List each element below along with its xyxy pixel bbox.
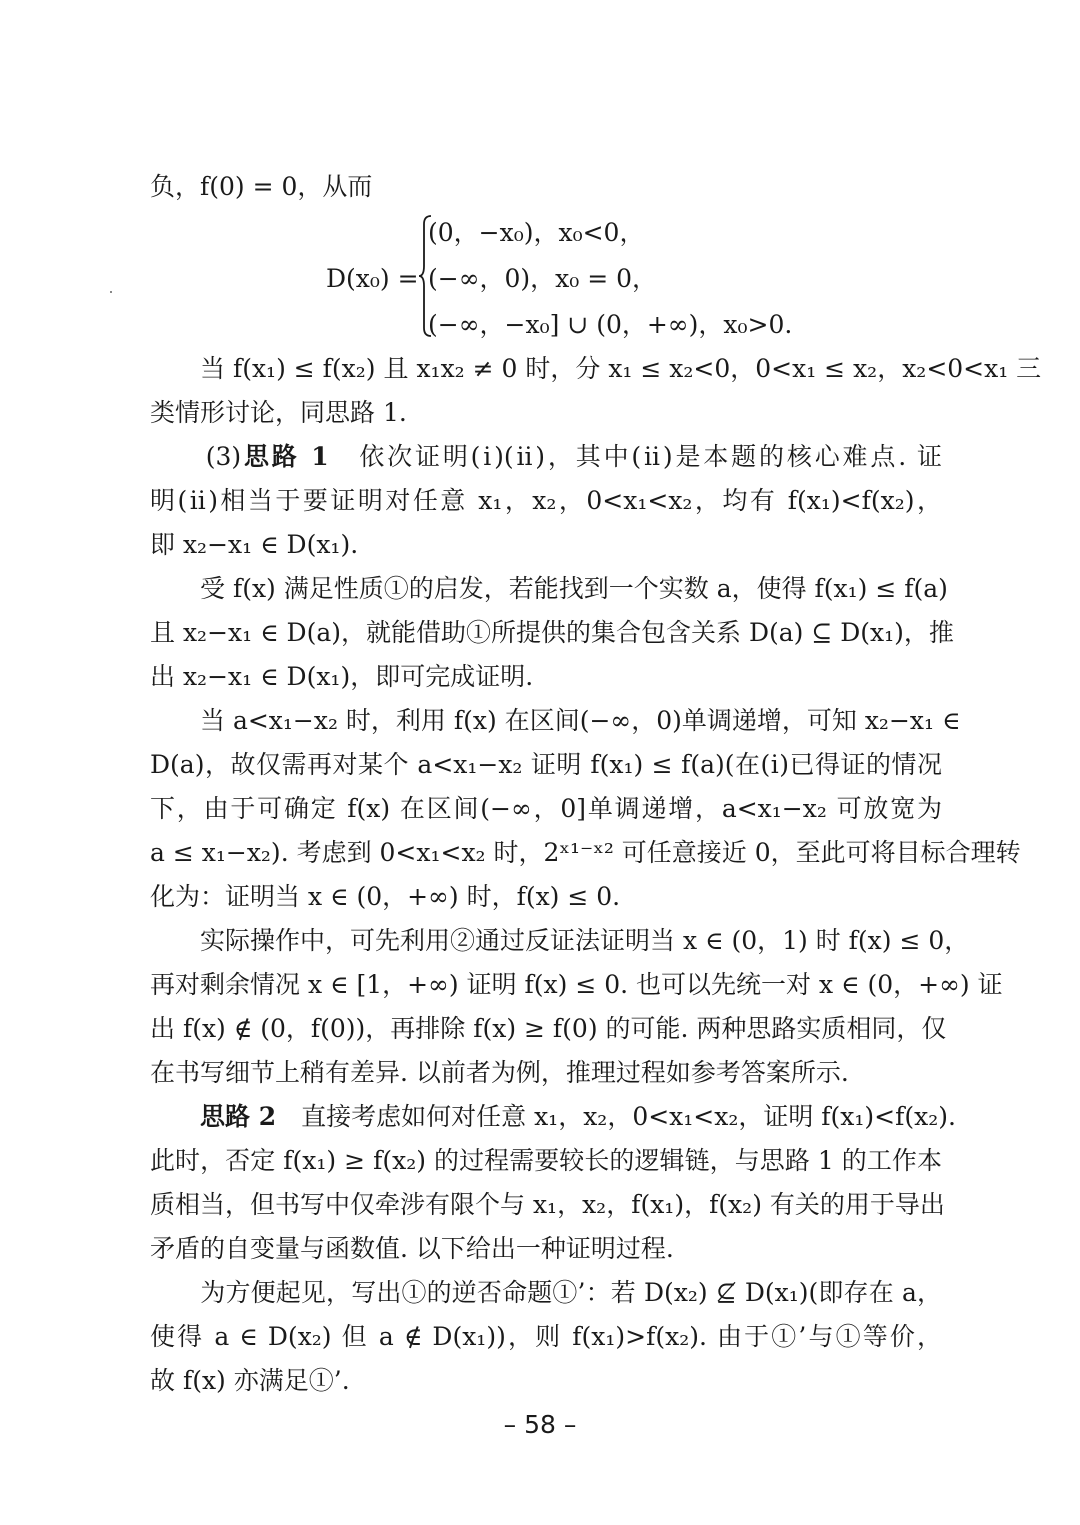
idea2-line-2: 此时，否定 f(x₁) ≥ f(x₂) 的过程需要较长的逻辑链，与思路 1 的工作本: [150, 1146, 942, 1175]
idea2-text-1: 直接考虑如何对任意 x₁，x₂，0<x₁<x₂，证明 f(x₁)<f(x₂).: [276, 1102, 956, 1131]
idea2-line-1: [150, 1100, 956, 1134]
formula-case-1: (0，−x₀)，x₀<0，: [428, 218, 645, 247]
page-number: – 58 –: [503, 1410, 577, 1439]
when-line-5: 化为：证明当 x ∈ (0，+∞) 时，f(x) ≤ 0.: [150, 882, 621, 911]
idea1-heading: 思路 1: [241, 442, 329, 471]
inspire-line-3: 出 x₂−x₁ ∈ D(x₁)，即可完成证明.: [150, 662, 534, 691]
idea1-line-3: 即 x₂−x₁ ∈ D(x₁).: [150, 530, 359, 559]
idea2-heading: 思路 2: [200, 1102, 277, 1131]
formula-case-3: (−∞，−x₀] ∪ (0，+∞)，x₀>0.: [428, 310, 793, 339]
idea1-prefix: (3): [150, 442, 242, 471]
cases-line-1: 当 f(x₁) ≤ f(x₂) 且 x₁x₂ ≠ 0 时，分 x₁ ≤ x₂<0，0<x₁ ≤ x₂，x₂<0<x₁ 三: [150, 354, 1042, 383]
idea1-line-2: 明(ⅱ)相当于要证明对任意 x₁，x₂，0<x₁<x₂，均有 f(x₁)<f(x₂)，: [150, 486, 942, 515]
inspire-line-1: 受 f(x) 满足性质①的启发，若能找到一个实数 a，使得 f(x₁) ≤ f(a): [150, 574, 948, 603]
inspire-line-2: 且 x₂−x₁ ∈ D(a)，就能借助①所提供的集合包含关系 D(a) ⊆ D(x₁)，推: [150, 618, 954, 647]
margin-dot: [110, 291, 112, 293]
idea2-line-3: 质相当，但书写中仅牵涉有限个与 x₁，x₂，f(x₁)，f(x₂) 有关的用于导出: [150, 1190, 945, 1219]
contra-line-3: 故 f(x) 亦满足①’.: [150, 1366, 350, 1395]
idea1-line-1: [150, 440, 942, 474]
practice-line-4: 在书写细节上稍有差异. 以前者为例，推理过程如参考答案所示.: [150, 1058, 849, 1087]
cases-line-2: 类情形讨论，同思路 1.: [150, 398, 407, 427]
when-line-2: D(a)，故仅需再对某个 a<x₁−x₂ 证明 f(x₁) ≤ f(a)(在(ⅰ)已得证的情况: [150, 750, 942, 779]
when-line-1: 当 a<x₁−x₂ 时，利用 f(x) 在区间(−∞，0)单调递增，可知 x₂−x₁ ∈: [150, 706, 961, 735]
formula-label: D(x₀) =: [326, 264, 419, 293]
formula-case-2: (−∞，0)，x₀ = 0，: [428, 264, 658, 293]
practice-line-2: 再对剩余情况 x ∈ [1，+∞) 证明 f(x) ≤ 0. 也可以先统一对 x ∈ (0，+∞) 证: [150, 970, 1003, 999]
intro-line: 负，f(0) = 0，从而: [150, 172, 373, 201]
practice-line-3: 出 f(x) ∉ (0，f(0))，再排除 f(x) ≥ f(0) 的可能. 两种思路实质相同，仅: [150, 1014, 947, 1043]
when-line-3: 下，由于可确定 f(x) 在区间(−∞，0]单调递增，a<x₁−x₂ 可放宽为: [150, 794, 942, 823]
contra-line-2: 使得 a ∈ D(x₂) 但 a ∉ D(x₁))，则 f(x₁)>f(x₂). 由于①’与①等价，: [150, 1322, 942, 1351]
idea2-indent: [150, 1102, 200, 1131]
idea1-text-1: 依次证明(ⅰ)(ⅱ)，其中(ⅱ)是本题的核心难点. 证: [328, 442, 942, 471]
when-line-4: a ≤ x₁−x₂). 考虑到 0<x₁<x₂ 时，2ˣ¹⁻ˣ² 可任意接近 0，至此可将目标合理转: [150, 838, 1021, 867]
practice-line-1: 实际操作中，可先利用②通过反证法证明当 x ∈ (0，1) 时 f(x) ≤ 0，: [150, 926, 970, 955]
idea2-line-4: 矛盾的自变量与函数值. 以下给出一种证明过程.: [150, 1234, 674, 1263]
contra-line-1: 为方便起见，写出①的逆否命题①’：若 D(x₂) ⊈ D(x₁)(即存在 a，: [150, 1278, 942, 1307]
